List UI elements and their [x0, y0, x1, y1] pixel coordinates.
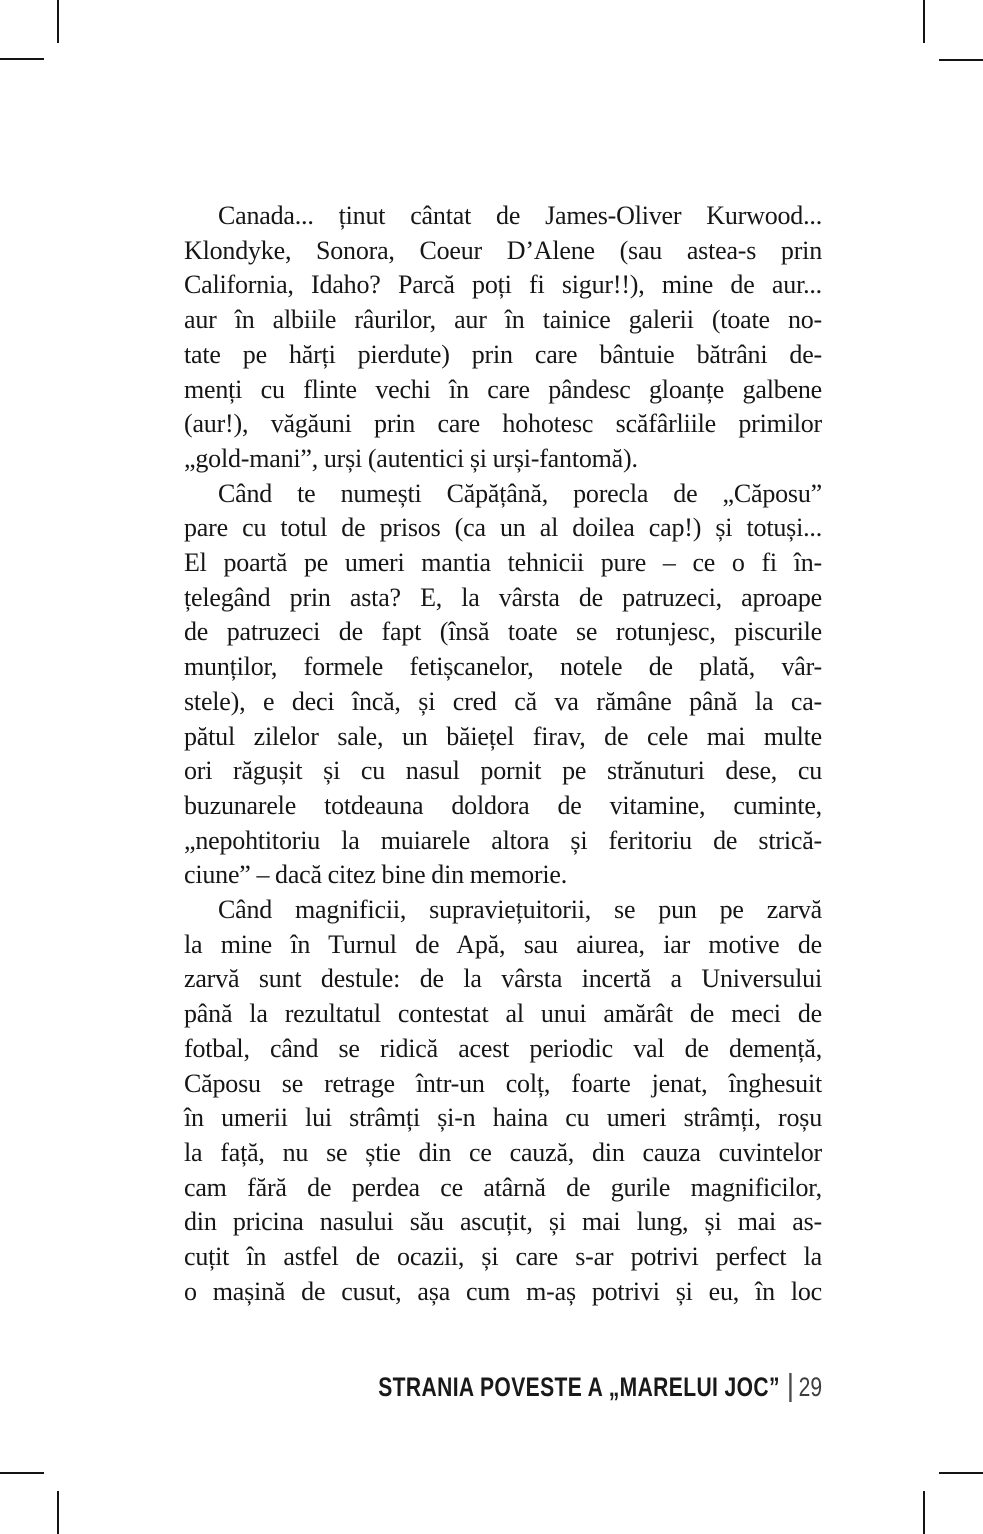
text-line: ori răgușit și cu nasul pornit pe strănuturi dese, cu	[184, 756, 822, 786]
paragraph	[184, 199, 822, 477]
crop-mark-top-left-vertical	[57, 0, 59, 43]
text-line: stele), e deci încă, și cred că va rămâne până la ca-	[184, 686, 822, 716]
text-line: cam fără de perdea ce atârnă de gurile magnificilor,	[184, 1172, 822, 1202]
text-line: în umerii lui strâmți și-n haina cu umeri strâmți, roșu	[184, 1103, 822, 1133]
text-line: Căposu se retrage într-un colț, foarte jenat, înghesuit	[184, 1068, 822, 1098]
text-line: California, Idaho? Parcă poți fi sigur!!), mine de aur...	[184, 270, 822, 300]
text-line: la față, nu se știe din ce cauză, din cauza cuvintelor	[184, 1137, 822, 1167]
crop-mark-top-left-horizontal	[0, 58, 44, 60]
text-line: munților, formele fetișcanelor, notele de plată, vâr-	[184, 652, 822, 682]
text-line: buzunarele totdeauna doldora de vitamine, cuminte,	[184, 790, 822, 820]
text-line: țelegând prin asta? E, la vârsta de patruzeci, aproape	[184, 582, 822, 612]
footer-divider-bar	[789, 1373, 791, 1402]
text-line: o mașină de cusut, așa cum m-aș potrivi și eu, în loc	[184, 1276, 822, 1306]
text-line: aur în albiile râurilor, aur în tainice galerii (toate no-	[184, 305, 822, 335]
crop-mark-top-right-vertical	[923, 0, 925, 43]
text-line: tate pe hărți pierdute) prin care bântuie bătrâni de-	[184, 339, 822, 369]
running-title: STRANIA POVESTE A „MARELUI JOC”	[378, 1372, 780, 1402]
text-line: la mine în Turnul de Apă, sau aiurea, iar motive de	[184, 929, 822, 959]
text-line: „gold-mani”, urși (autentici și urși-fantomă).	[184, 443, 638, 473]
text-line: pare cu totul de prisos (ca un al doilea cap!) și totuși...	[184, 513, 822, 543]
text-line: pătul zilelor sale, un băiețel firav, de cele mai multe	[184, 721, 822, 751]
text-line: ciune” – dacă citez bine din memorie.	[184, 860, 568, 890]
text-line: menți cu flinte vechi în care pândesc gloanțe galbene	[184, 374, 822, 404]
page-number: 29	[798, 1372, 822, 1402]
text-line: până la rezultatul contestat al unui amărât de meci de	[184, 999, 822, 1029]
crop-mark-bottom-left-vertical	[57, 1491, 59, 1534]
text-line: din pricina nasului său ascuțit, și mai lung, și mai as-	[184, 1207, 822, 1237]
text-line: fotbal, când se ridică acest periodic val de demență,	[184, 1033, 822, 1063]
crop-mark-top-right-horizontal	[939, 59, 983, 61]
text-line: de patruzeci de fapt (însă toate se rotunjesc, piscurile	[184, 617, 822, 647]
crop-mark-bottom-right-horizontal	[939, 1472, 983, 1474]
text-line: Când te numești Căpățână, porecla de „Căposu”	[218, 478, 822, 508]
text-line: Când magnificii, supraviețuitorii, se pun pe zarvă	[218, 895, 822, 925]
text-line: „nepohtitoriu la muiarele altora și feritoriu de strică-	[184, 825, 822, 855]
text-line: zarvă sunt destule: de la vârsta incertă a Universului	[184, 964, 822, 994]
text-line: Canada... ținut cântat de James-Oliver Kurwood...	[218, 201, 822, 230]
crop-mark-bottom-left-horizontal	[0, 1472, 44, 1474]
paragraph	[184, 893, 822, 1309]
text-line: cuțit în astfel de ocazii, și care s-ar potrivi perfect la	[184, 1242, 822, 1272]
text-line: (aur!), văgăuni prin care hohotesc scăfârliile primilor	[184, 409, 822, 439]
text-line: Klondyke, Sonora, Coeur D’Alene (sau astea-s prin	[184, 235, 822, 265]
crop-mark-bottom-right-vertical	[923, 1491, 925, 1534]
page-footer	[378, 1372, 822, 1403]
paragraph	[184, 477, 822, 893]
text-line: El poartă pe umeri mantia tehnicii pure – ce o fi în-	[184, 548, 822, 578]
body-text	[184, 199, 822, 1310]
